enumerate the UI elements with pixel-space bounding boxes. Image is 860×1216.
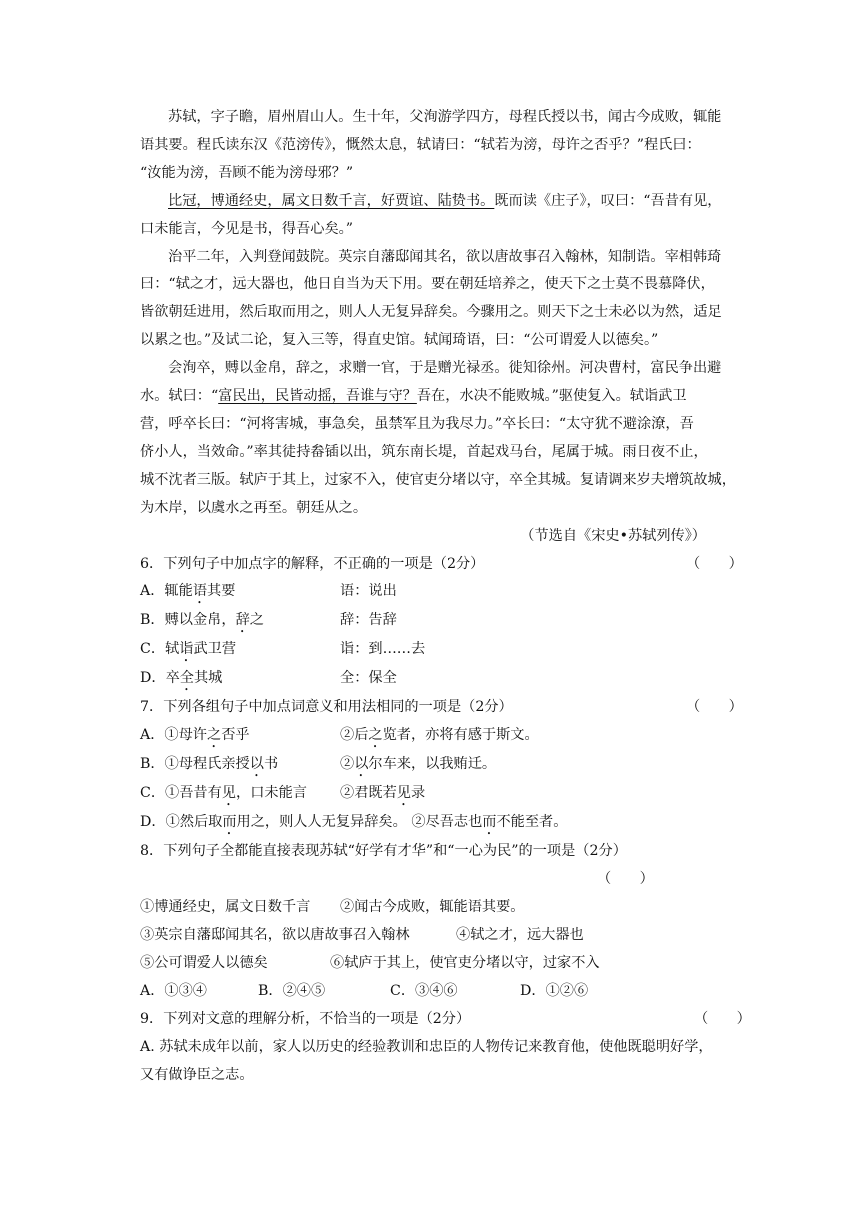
question-6-option-b <box>140 607 736 636</box>
dotted-char: 全 <box>179 670 194 687</box>
passage-text: 吾在，水决不能败城。”驱使复入。轼诣武卫 <box>416 388 687 405</box>
option-explanation: 全：保全 <box>340 670 397 687</box>
statement-item: ④轼之才，远大器也 <box>456 927 584 944</box>
dotted-char: 而 <box>482 814 497 831</box>
question-9-stem <box>140 1006 751 1034</box>
option-text: 其要 <box>207 583 236 600</box>
passage-source: （节选自《宋史•苏轼列传》） <box>520 527 706 544</box>
passage-line: 侪小人，当效命。”率其徒持畚锸以出，筑东南长堤，首起戏马台，尾属于城。雨日夜不止， <box>140 443 708 460</box>
option-text: 书 <box>263 756 279 773</box>
question-6-option-a <box>140 578 736 607</box>
option-text: 录 <box>410 785 426 802</box>
option-text: ②尽吾志也 <box>411 814 483 831</box>
question-text: 6．下列句子中加点字的解释，不正确的一项是（2分） <box>140 555 485 572</box>
option-text: 武卫营 <box>193 641 237 658</box>
option-text: 其城 <box>193 670 223 687</box>
statement-item: ②闻古今成败，辄能语其要。 <box>340 899 525 916</box>
option-text: D．卒 <box>140 670 180 687</box>
question-8-items <box>140 922 736 950</box>
option-text: 不能至者。 <box>496 814 568 831</box>
question-8-items <box>140 950 736 978</box>
passage-line: 曰：“轼之才，远大器也，他日自当为天下用。要在朝廷培养之，使天下之士莫不畏慕降伏， <box>140 276 715 293</box>
choice-d: D．①②⑥ <box>520 982 589 999</box>
question-8-stem: 8．下列句子全都能直接表现苏轼“好学有才华”和“一心为民”的一项是（2分） <box>140 843 627 860</box>
option-explanation: 语：说出 <box>340 583 397 600</box>
question-text: 9．下列对文意的理解分析，不恰当的一项是（2分） <box>140 1010 471 1027</box>
option-text: 览者，亦将有感于斯文。 <box>382 727 539 744</box>
passage-line: 为木岸，以虞水之再至。朝廷从之。 <box>140 499 368 516</box>
passage-line: 口未能言，今见是书，得吾心矣。” <box>140 220 353 237</box>
dotted-char: 之 <box>207 727 222 744</box>
question-9-option-a-cont: 又有做诤臣之志。 <box>140 1066 254 1083</box>
passage-line: 治平二年，入判登闻鼓院。英宗自藩邸闻其名，欲以唐故事召入翰林，知制诰。宰相韩琦 <box>168 248 722 265</box>
dotted-char: 之 <box>368 727 383 744</box>
choice-c: C．③④⑥ <box>390 982 458 999</box>
statement-item: ③英宗自藩邸闻其名，欲以唐故事召入翰林 <box>140 927 410 944</box>
question-6-option-c <box>140 636 736 665</box>
dotted-char: 而 <box>222 814 237 831</box>
dotted-char: 见 <box>396 785 411 802</box>
answer-paren: （ ） <box>597 871 654 888</box>
dotted-char: 见 <box>221 785 236 802</box>
option-text: 之 <box>249 612 264 629</box>
answer-paren: （ ） <box>694 1010 751 1027</box>
option-text: B．①母程氏亲授 <box>140 756 250 773</box>
answer-paren: （ ） <box>686 555 743 572</box>
passage-line <box>140 383 736 411</box>
passage-text: 既而读《庄子》，叹曰：“吾昔有见， <box>494 192 722 209</box>
passage-line: 以累之也。”及试二论，复入三等，得直史馆。轼闻琦语，曰：“公可谓爱人以德矣。” <box>140 332 659 349</box>
answer-paren: （ ） <box>686 699 743 716</box>
option-text: ②后 <box>340 727 369 744</box>
passage-line: 城不沈者三版。轼庐于其上，过家不入，使官吏分堵以守，卒全其城。复请调来岁夫增筑故城， <box>140 471 736 488</box>
option-text: ，口未能言 <box>236 785 307 802</box>
statement-item: ⑥轼庐于其上，使官吏分堵以守，过家不入 <box>330 954 600 971</box>
option-text: 用之，则人人无复异辞矣。 <box>236 814 407 831</box>
choice-a: A．①③④ <box>140 982 207 999</box>
question-7-option-d <box>140 809 736 838</box>
passage-text: 水。轼曰：“ <box>140 388 219 405</box>
option-text: B．赙以金帛， <box>140 612 236 629</box>
dotted-char: 诣 <box>179 641 194 658</box>
option-text: ② <box>340 756 355 773</box>
option-explanation: 辞：告辞 <box>340 612 397 629</box>
option-text: 尔车来，以我贿迁。 <box>368 756 497 773</box>
question-8-choices <box>140 978 736 1006</box>
statement-item: ①博通经史，属文日数千言 <box>140 899 311 916</box>
option-text: D．①然后取 <box>140 814 223 831</box>
underlined-sentence: 比冠，博通经史，属文日数千言，好贾谊、陆贽书。 <box>168 192 495 209</box>
passage-line: 皆欲朝廷进用，然后取而用之，则人人无复异辞矣。今骤用之。则天下之士未必以为然，适足 <box>140 304 722 321</box>
dotted-char: 辞 <box>235 612 250 629</box>
question-7-option-c <box>140 780 736 809</box>
dotted-char: 语 <box>192 583 208 600</box>
dotted-char: 以 <box>249 756 264 773</box>
option-text: 否乎 <box>221 727 250 744</box>
question-6-option-d <box>140 665 736 694</box>
question-text: 7．下列各组句子中加点词意义和用法相同的一项是（2分） <box>140 699 513 716</box>
question-6-stem <box>140 551 743 579</box>
option-text: ②君既若 <box>340 785 397 802</box>
option-text: C．①吾昔有 <box>140 785 222 802</box>
passage-line: 营，呼卒长曰：“河将害城，事急矣，虽禁军且为我尽力。”卒长曰：“太守犹不避涂潦，吾 <box>140 415 694 432</box>
dotted-char: 以 <box>354 756 369 773</box>
question-7-option-b <box>140 751 736 780</box>
question-9-option-a: A. 苏轼未成年以前，家人以历史的经验教训和忠臣的人物传记来教育他，使他既聪明好学， <box>140 1038 713 1055</box>
passage-line: 会洵卒，赙以金帛，辞之，求赠一官，于是赠光禄丞。徙知徐州。河决曹村，富民争出避 <box>168 360 722 377</box>
question-7-option-a <box>140 722 736 751</box>
choice-b: B．②④⑤ <box>258 982 326 999</box>
option-text: C．轼 <box>140 641 180 658</box>
passage-line <box>140 188 736 216</box>
option-explanation: 诣：到……去 <box>340 641 426 658</box>
passage-line: 语其要。程氏读东汉《范滂传》，慨然太息，轼请曰：“轼若为滂，母许之否乎？”程氏曰： <box>140 136 701 153</box>
passage-line: “汝能为滂，吾顾不能为滂母邪？” <box>140 164 354 181</box>
question-7-stem <box>140 694 743 722</box>
option-text: A．①母许 <box>140 727 207 744</box>
option-text: A．辄能 <box>140 583 193 600</box>
passage-line: 苏轼，字子瞻，眉州眉山人。生十年，父洵游学四方，母程氏授以书，闻古今成败，辄能 <box>168 109 722 125</box>
question-8-items <box>140 894 736 922</box>
statement-item: ⑤公可谓爱人以德矣 <box>140 954 268 971</box>
document-page <box>140 104 751 1089</box>
underlined-sentence: 富民出，民皆动摇，吾谁与守？ <box>218 388 417 405</box>
